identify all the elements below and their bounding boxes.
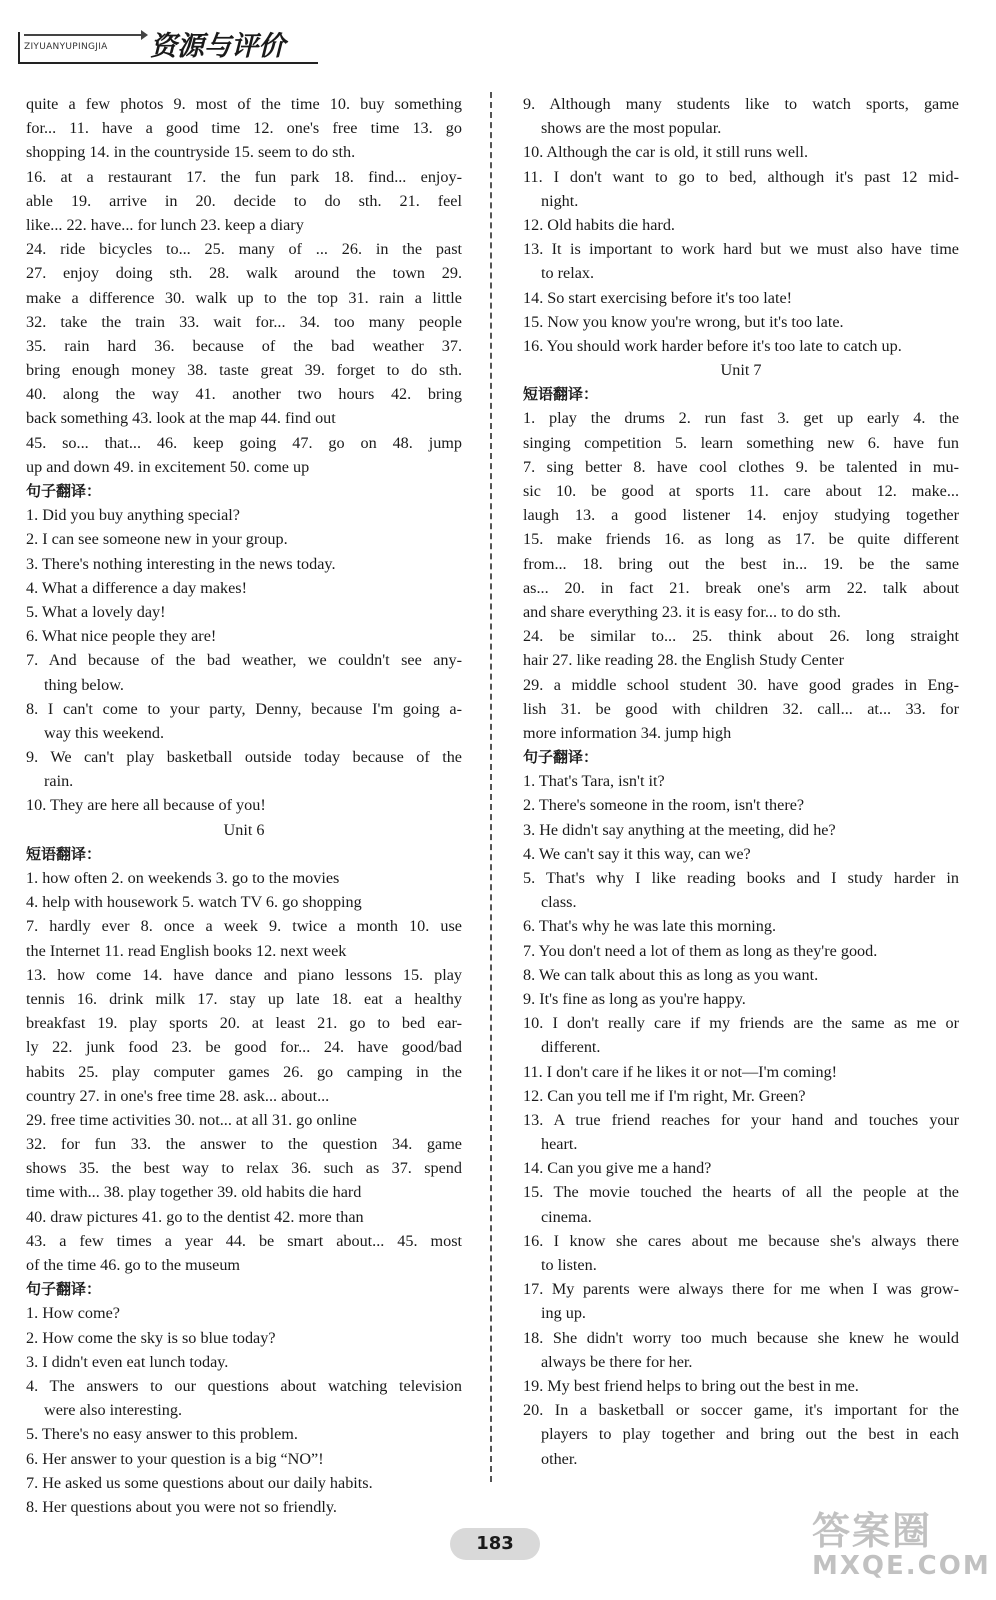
text-line: 7. And because of the bad weather, we couldn't see any- [26,651,462,670]
text-line: cinema. [541,1207,592,1226]
section-heading: 短语翻译： [523,385,599,404]
unit-title: Unit 7 [720,361,762,380]
text-line: 13. It is important to work hard but we must also have time [523,240,959,259]
text-line: singing competition 5. learn something new 6. have fun [523,433,959,452]
text-line: 11. I don't want to go to bed, although it's past 12 mid- [523,167,959,186]
text-line: more information 34. jump high [523,723,732,742]
text-line: way this weekend. [44,723,165,742]
text-line: able 19. arrive in 20. decide to do sth. 21. feel [26,191,462,210]
text-line: 13. A true friend reaches for your hand and touches your [523,1110,959,1129]
text-line: class. [541,893,577,912]
text-line: were also interesting. [44,1401,182,1420]
text-line: 6. Her answer to your question is a big “NO”! [26,1449,324,1468]
text-line: 19. My best friend helps to bring out the best in me. [523,1376,859,1395]
text-line: 7. He asked us some questions about our daily habits. [26,1473,373,1492]
text-line: 6. What nice people they are! [26,627,217,646]
text-line: 7. You don't need a lot of them as long as they're good. [523,941,878,960]
text-line: 3. I didn't even eat lunch today. [26,1352,229,1371]
text-line: as... 20. in fact 21. break one's arm 22. talk about [523,578,959,597]
text-line: 27. enjoy doing sth. 28. walk around the town 29. [26,264,462,283]
text-line: of the time 46. go to the museum [26,1256,241,1274]
text-line: 4. The answers to our questions about watching television [26,1376,462,1395]
text-line: 40. draw pictures 41. go to the dentist 42. more than [26,1207,364,1226]
text-line: 13. how come 14. have dance and piano lessons 15. play [26,965,462,984]
text-line: other. [541,1449,578,1468]
text-line: 1. how often 2. on weekends 3. go to the movies [26,869,340,887]
text-line: hair 27. like reading 28. the English Study Center [523,651,844,670]
page-header [18,14,338,66]
text-line: different. [541,1038,601,1057]
text-line: country 27. in one's free time 28. ask... about... [26,1086,330,1105]
unit-title: Unit 6 [223,820,265,839]
text-line: time with... 38. play together 39. old habits die hard [26,1183,362,1202]
text-line: 24. be similar to... 25. think about 26. long straight [523,627,959,646]
header-title: 资源与评价 [150,31,285,62]
text-line: 29. a middle school student 30. have good grades in Eng- [523,675,959,694]
text-line: 8. I can't come to your party, Denny, because I'm going a- [26,699,462,718]
text-line: shows 35. the best way to relax 36. such as 37. spend [26,1159,462,1178]
text-line: the Internet 11. read English books 12. next week [26,941,347,960]
text-line: 14. So start exercising before it's too late! [523,288,793,307]
section-heading: 短语翻译： [26,844,102,863]
text-line: 15. The movie touched the hearts of all the people at the [523,1183,959,1202]
text-line: 12. Old habits die hard. [523,215,675,234]
text-line: 10. I don't really care if my friends are the same as me or [523,1014,959,1033]
text-line: 4. We can't say it this way, can we? [523,844,751,863]
text-line: 35. rain hard 36. because of the bad weather 37. [26,336,462,355]
text-line: heart. [541,1135,578,1154]
section-heading: 句子翻译： [523,748,599,767]
text-line: breakfast 19. play sports 20. at least 21. go to bed ear- [26,1014,462,1033]
text-line: ly 22. junk food 23. be good for... 24. have good/bad [26,1038,462,1057]
text-line: back something 43. look at the map 44. find out [26,409,336,428]
text-line: bring enough money 38. taste great 39. forget to do sth. [26,361,462,380]
section-heading: 句子翻译： [26,482,102,500]
header-arrow-icon [24,34,142,36]
text-line: 5. There's no easy answer to this problem. [26,1425,298,1444]
text-line: habits 25. play computer games 26. go camping in the [26,1062,462,1081]
left-column [26,92,462,1519]
text-line: shows are the most popular. [541,119,722,138]
text-line: ing up. [541,1304,586,1323]
text-line: 2. There's someone in the room, isn't there? [523,796,805,815]
header-bracket [18,32,20,64]
page-number: 183 [450,1528,540,1560]
text-line: 9. We can't play basketball outside today because of the [26,748,462,767]
text-line: to listen. [541,1256,597,1274]
text-line: 15. Now you know you're wrong, but it's too late. [523,312,844,331]
text-line: shopping 14. in the countryside 15. seem to do sth. [26,143,356,162]
text-line: 7. hardly ever 8. once a week 9. twice a month 10. use [26,917,462,936]
text-line: 7. sing better 8. have cool clothes 9. be talented in mu- [523,457,959,476]
text-line: 9. It's fine as long as you're happy. [523,989,746,1008]
text-line: sic 10. be good at sports 11. care about 12. make... [523,482,959,500]
text-line: 24. ride bicycles to... 25. many of ... 26. in the past [26,240,462,259]
text-line: 9. Although many students like to watch sports, game [523,95,959,113]
text-line: 11. I don't care if he likes it or not—I'm coming! [523,1062,838,1081]
text-line: 20. In a basketball or soccer game, it's important for the [523,1401,959,1420]
text-line: 10. Although the car is old, it still runs well. [523,143,809,162]
text-line: tennis 16. drink milk 17. stay up late 18. eat a healthy [26,989,462,1008]
text-line: 40. along the way 41. another two hours 42. bring [26,385,462,404]
text-line: 1. That's Tara, isn't it? [523,772,665,791]
text-line: 18. She didn't worry too much because she knew he would [523,1328,959,1347]
text-line: 6. That's why he was late this morning. [523,917,777,936]
text-line: thing below. [44,675,124,694]
text-line: 4. What a difference a day makes! [26,578,247,597]
text-line: 16. You should work harder before it's too late to catch up. [523,336,902,355]
text-line: make a difference 30. walk up to the top 31. rain a little [26,288,462,307]
text-line: night. [541,191,579,210]
watermark-line2: MXQE.COM [812,1551,991,1581]
text-line: 1. How come? [26,1304,120,1323]
section-heading: 句子翻译： [26,1280,102,1299]
text-line: 17. My parents were always there for me when I was grow- [523,1280,959,1299]
text-line: up and down 49. in excitement 50. come up [26,457,310,476]
text-line: quite a few photos 9. most of the time 10. buy something [26,95,462,113]
text-line: 45. so... that... 46. keep going 47. go on 48. jump [26,433,462,452]
text-line: 1. play the drums 2. run fast 3. get up early 4. the [523,409,959,428]
text-line: 14. Can you give me a hand? [523,1159,712,1178]
text-line: 32. for fun 33. the answer to the question 34. game [26,1135,462,1154]
text-line: 15. make friends 16. as long as 17. be quite different [523,530,959,549]
text-line: laugh 13. a good listener 14. enjoy studying together [523,506,959,525]
text-line: like... 22. have... for lunch 23. keep a diary [26,215,304,234]
text-line: 29. free time activities 30. not... at all 31. go online [26,1110,357,1129]
watermark-logo [812,1500,991,1590]
header-rule [18,62,318,64]
text-line: 10. They are here all because of you! [26,796,266,815]
text-line: 2. I can see someone new in your group. [26,530,288,549]
header-pinyin: ZIYUANYUPINGJIA [24,42,108,52]
text-line: 5. What a lovely day! [26,602,166,621]
text-line: 5. That's why I like reading books and I study harder in [523,869,959,887]
text-line: 3. He didn't say anything at the meeting, did he? [523,820,836,839]
text-line: to relax. [541,264,595,283]
text-line: lish 31. be good with children 32. call... at... 33. for [523,699,959,718]
text-line: 16. at a restaurant 17. the fun park 18. find... enjoy- [26,167,462,186]
text-line: 43. a few times a year 44. be smart about... 45. most [26,1231,462,1250]
text-line: 2. How come the sky is so blue today? [26,1328,276,1347]
text-line: and share everything 23. it is easy for... to do sth. [523,602,841,621]
text-line: 12. Can you tell me if I'm right, Mr. Green? [523,1086,806,1105]
text-line: 8. We can talk about this as long as you want. [523,965,819,984]
watermark-line1: 答案圈 [812,1509,933,1553]
right-column [523,92,959,1471]
text-line: for... 11. have a good time 12. one's free time 13. go [26,119,462,138]
text-line: 16. I know she cares about me because she's always there [523,1231,959,1250]
text-line: 3. There's nothing interesting in the news today. [26,554,336,573]
column-divider [490,92,492,1482]
text-line: 4. help with housework 5. watch TV 6. go shopping [26,893,362,912]
text-line: 8. Her questions about you were not so friendly. [26,1497,337,1516]
text-line: from... 18. bring out the best in... 19. be the same [523,554,959,573]
text-line: always be there for her. [541,1352,693,1371]
text-line: 32. take the train 33. wait for... 34. too many people [26,312,462,331]
text-line: rain. [44,772,74,791]
text-line: players to play together and bring out the best in each [541,1425,959,1444]
text-line: 1. Did you buy anything special? [26,506,240,525]
